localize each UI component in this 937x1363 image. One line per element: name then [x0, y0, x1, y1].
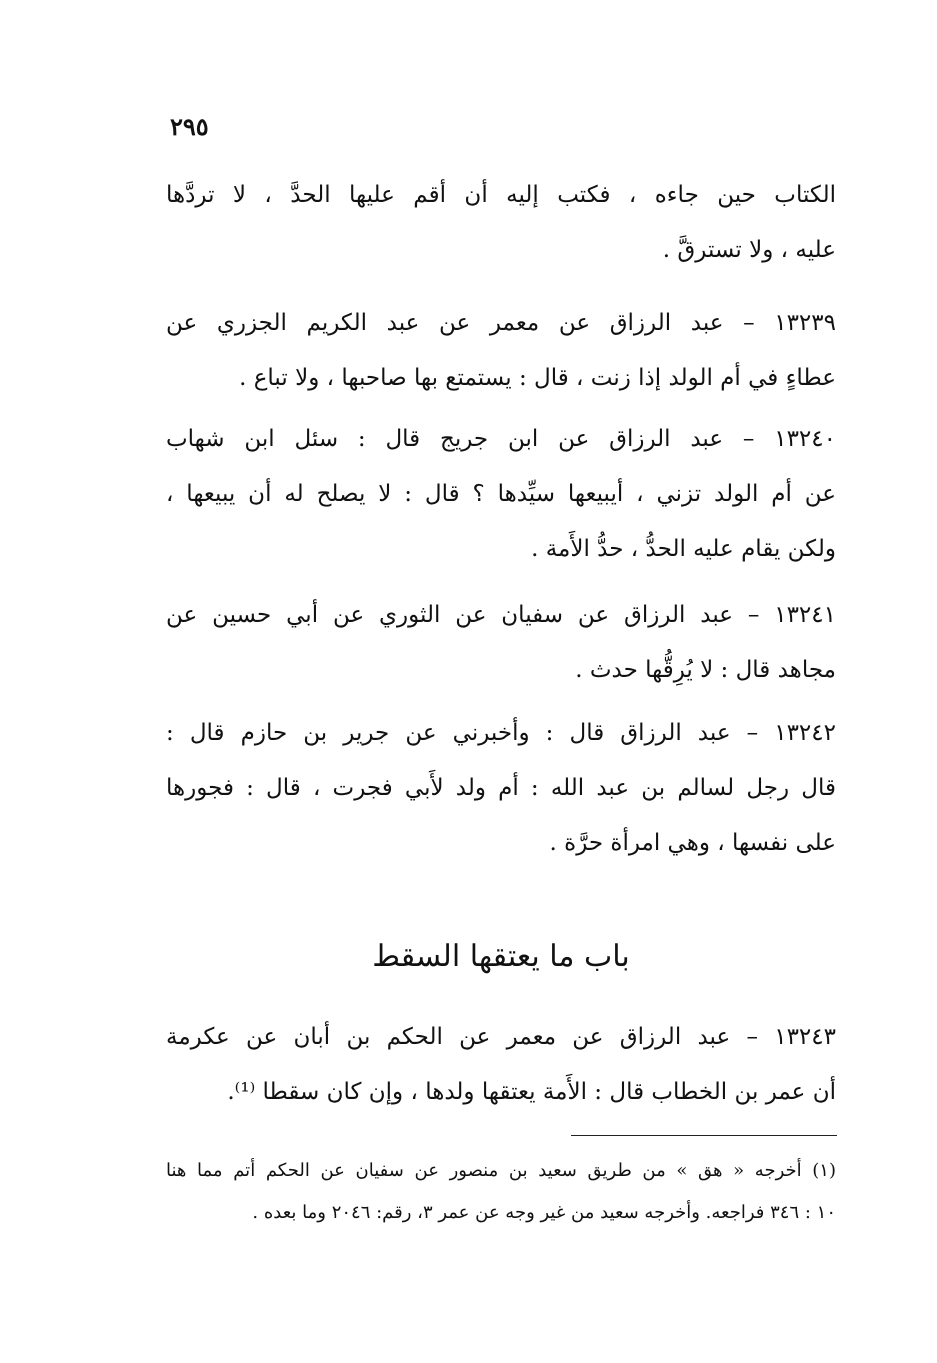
- paragraph-continuation: [166, 168, 836, 278]
- text-line: مجاهد قال : لا يُرِقُّها حدث .: [575, 657, 836, 683]
- section-title: باب ما يعتقها السقط: [372, 939, 630, 974]
- hadith-13242: [166, 706, 836, 871]
- text-line: قال رجل لسالم بن عبد الله : أم ولد لأَبي فجرت ، قال : فجورها: [166, 775, 836, 801]
- text-line: عليه ، ولا تسترقَّ .: [662, 237, 836, 263]
- text-line: عن أم الولد تزني ، أيبيعها سيِّدها ؟ قال : لا يصلح له أن يبيعها ،: [166, 481, 836, 507]
- footnote-separator: [571, 1135, 837, 1136]
- text-line: ١٣٢٤٣ – عبد الرزاق عن معمر عن الحكم بن أبان عن عكرمة: [166, 1024, 836, 1050]
- page-number: ٢٩٥: [170, 112, 209, 141]
- hadith-13240: [166, 412, 836, 577]
- text-line: عطاءٍ في أم الولد إذا زنت ، قال : يستمتع بها صاحبها ، ولا تباع .: [239, 365, 836, 391]
- footnote-line: (١) أخرجه « هق » من طريق سعيد بن منصور عن سفيان عن الحكم أتم مما هنا: [166, 1160, 836, 1181]
- hadith-13239: [166, 296, 836, 406]
- text-line: ١٣٢٣٩ – عبد الرزاق عن معمر عن عبد الكريم الجزري عن: [166, 310, 836, 336]
- text-line: ١٣٢٤٠ – عبد الرزاق عن ابن جريج قال : سئل ابن شهاب: [166, 426, 836, 452]
- text-line: ١٣٢٤١ – عبد الرزاق عن سفيان عن الثوري عن أبي حسين عن: [166, 602, 836, 628]
- footnotes: [166, 1150, 836, 1234]
- text-line: ولكن يقام عليه الحدُّ ، حدُّ الأَمة .: [531, 536, 836, 562]
- hadith-13241: [166, 588, 836, 698]
- text-line: على نفسها ، وهي امرأة حرَّة .: [549, 830, 836, 856]
- text-line: ١٣٢٤٢ – عبد الرزاق قال : وأخبرني عن جرير بن حازم قال :: [166, 720, 836, 746]
- text-line: الكتاب حين جاءه ، فكتب إليه أن أقم عليها الحدَّ ، لا تردَّها: [166, 182, 836, 208]
- text-line: أن عمر بن الخطاب قال : الأَمة يعتقها ولدها ، وإن كان سقطا ⁽¹⁾.: [227, 1079, 836, 1105]
- hadith-13243: [166, 1010, 836, 1120]
- footnote-line: ١٠ : ٣٤٦ فراجعه. وأخرجه سعيد من غير وجه عن عمر ٣، رقم: ٢٠٤٦ وما بعده .: [252, 1202, 836, 1223]
